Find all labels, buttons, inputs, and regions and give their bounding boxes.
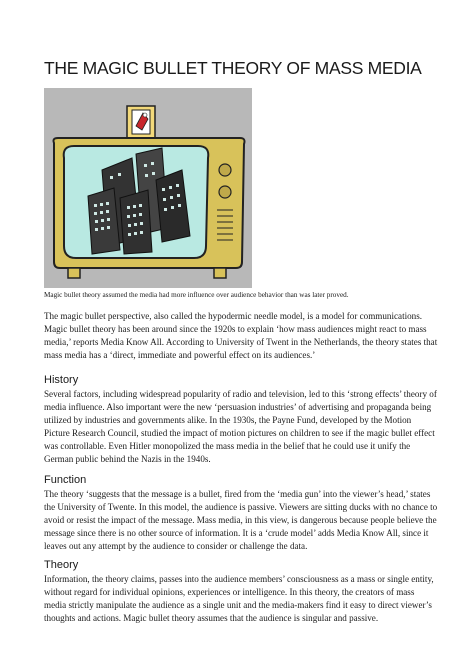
section-body-function: The theory ‘suggests that the message is a bullet, fired from the ‘media gun’ into the viewer’s head,’ states the University of Twente. In this model, the audience is passive. Viewers are sitting ducks with no chance to avoid or resist the impact of the message. Mass media, in this view, is dangerous because people believe the message since there is no other source of information. It is a ‘crude model’ adds Media Know All, since it leaves out any attempt by the audience to consider or challenge the data. xyxy=(44,489,438,551)
section-heading-theory: Theory xyxy=(44,559,79,571)
intro-paragraph: The magic bullet perspective, also called the hypodermic needle model, is a model for communications. Magic bullet theory has been around since the 1920s to explain ‘how mass audiences might react to mass media,’ reports Media Know All. According to University of Twent in the Netherlands, the theory states that mass media has a ‘direct, immediate and powerful effect on its audiences.’ xyxy=(44,311,438,360)
section-heading-history: History xyxy=(44,374,79,386)
framed-picture-icon xyxy=(127,106,155,139)
section-body-theory: Information, the theory claims, passes into the audience members’ consciousness as a mass or single entity, without regard for individual opinions, experiences or intelligence. In this theory, the creators of mass media strictly manipulate the audience as a single unit and the media-makers find it easy to direct viewer’s thoughts and actions. Magic bullet theory assumes that the audience is singular and passive. xyxy=(44,574,434,623)
tv-illustration xyxy=(44,88,252,288)
section-heading-function: Function xyxy=(44,474,87,486)
page-title: THE MAGIC BULLET THEORY OF MASS MEDIA xyxy=(44,58,422,78)
figure-caption: Magic bullet theory assumed the media had more influence over audience behavior than was later proved. xyxy=(44,291,349,299)
section-body-history: Several factors, including widespread popularity of radio and television, led to this ‘strong effects’ theory of media influence. Also important were the new ‘persuasion industries’ of advertising and propaganda being utilized by industries and governments alike. In the 1930s, the Payne Fund, developed by the Motion Picture Research Council, studied the impact of motion pictures on children to see if the magic bullet effect was controllable. Even Hitler monopolized the mass media in the belief that he could use it unify the German public behind the Nazis in the 1940s. xyxy=(44,389,437,464)
